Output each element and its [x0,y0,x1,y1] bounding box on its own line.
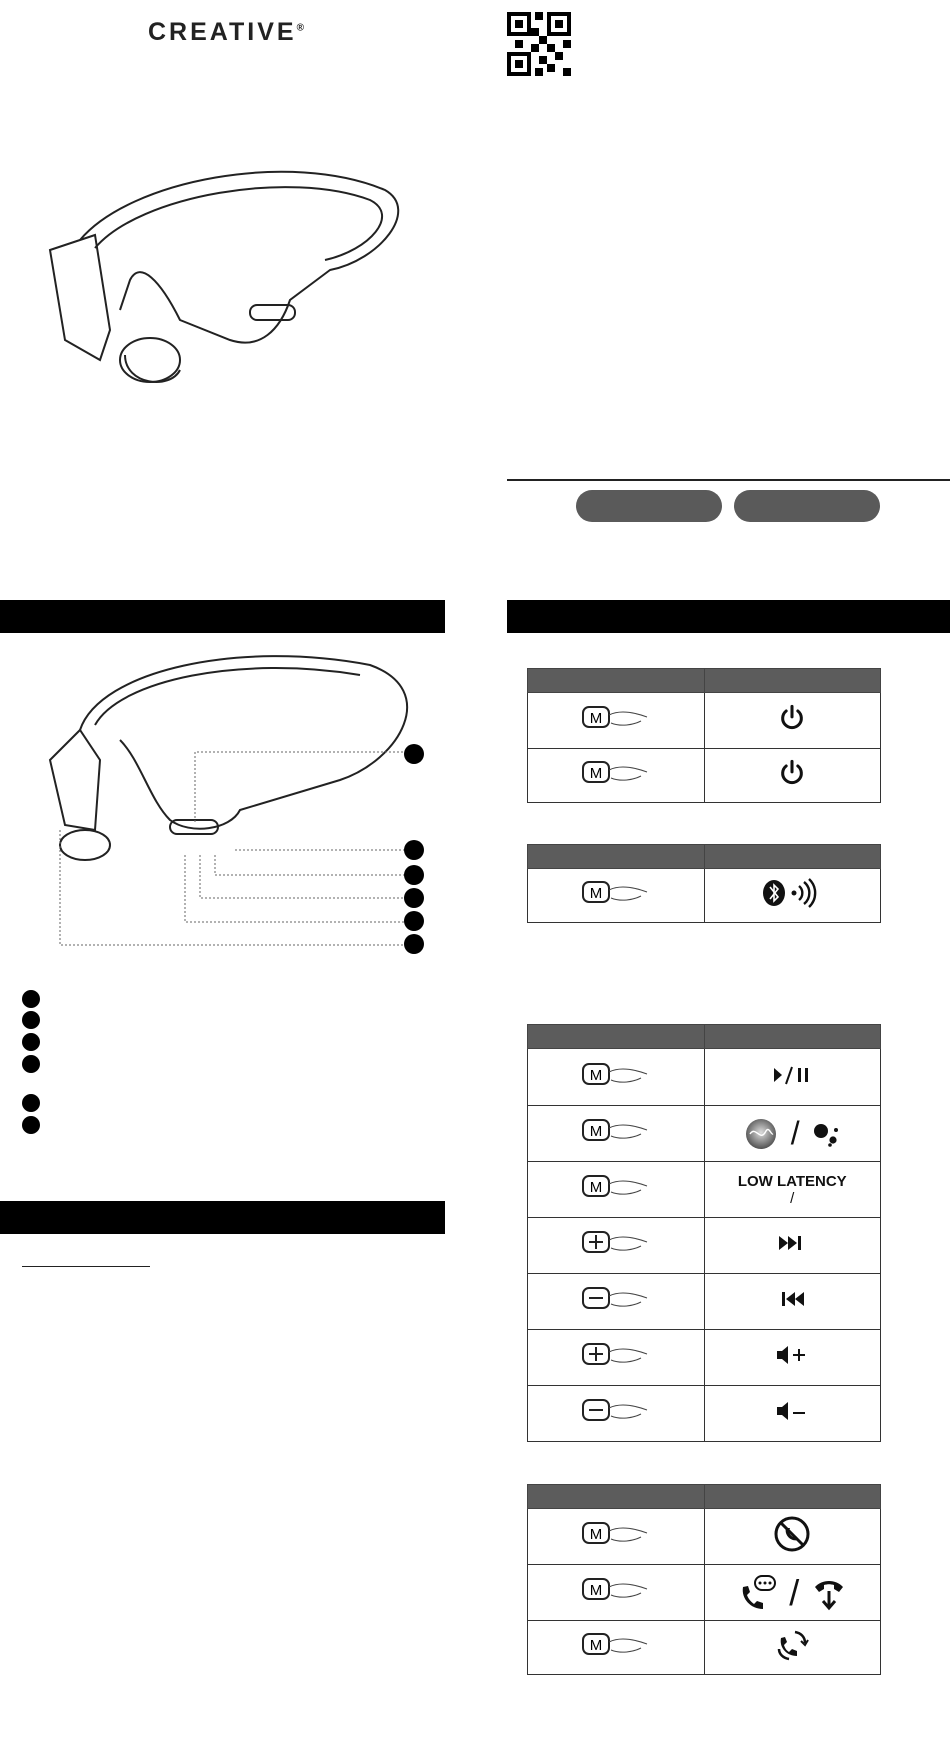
headphone-cover-illustration [40,160,410,420]
switch-call-icon [775,1628,809,1662]
svg-text:M: M [589,765,602,782]
action-cell [704,869,881,923]
callout-marker [404,865,424,885]
svg-text:M: M [589,1637,602,1654]
table-header-cell [704,669,881,693]
button-cell [528,693,705,749]
button-cell [528,1274,705,1330]
language-pill-2[interactable] [734,490,880,522]
svg-text:M: M [589,1179,602,1196]
legend-marker [22,1011,40,1029]
callout-marker [404,888,424,908]
low-latency-separator: / [790,1189,795,1207]
pairing-table [527,844,881,923]
button-cell [528,869,705,923]
callout-marker [404,744,424,764]
button-cell [528,1162,705,1218]
google-assistant-icon [812,1120,840,1148]
brand-logo [148,18,304,47]
legend-marker [22,1055,40,1073]
section-bar-getting-started [0,1201,445,1234]
section-bar-parts [0,600,445,633]
previous-track-icon [777,1289,807,1309]
answer-call-icon [739,1573,777,1613]
playback-table [527,1024,881,1442]
action-cell [704,1162,881,1218]
volume-down-icon [775,1400,809,1422]
underline-rule [22,1266,150,1267]
multifunction-button-icon [581,1575,651,1605]
call-separator: / [789,1571,800,1613]
action-cell [704,693,881,749]
low-latency-label: LOW LATENCY [737,1172,847,1190]
legend-marker [22,990,40,1008]
svg-text:M: M [589,885,602,902]
svg-text:M: M [589,1123,602,1140]
end-call-icon [812,1575,846,1611]
power-icon [778,704,806,732]
button-cell [528,1049,705,1106]
svg-text:M: M [589,710,602,727]
plus-button-icon [581,1340,651,1370]
multifunction-button-icon [581,1116,651,1146]
siri-icon [744,1117,778,1151]
qr-code-icon[interactable] [507,12,571,76]
table-header-cell [528,1485,705,1509]
legend-marker [22,1033,40,1051]
reject-call-icon [773,1515,811,1553]
registered-mark: ® [296,22,304,34]
assistant-separator: / [790,1115,800,1151]
power-table [527,668,881,803]
action-cell [704,1621,881,1675]
action-cell [704,1330,881,1386]
volume-up-icon [775,1344,809,1366]
action-cell [704,749,881,803]
plus-button-icon [581,1228,651,1258]
action-cell [704,1386,881,1442]
table-header-cell [704,1025,881,1049]
button-cell [528,1509,705,1565]
headphone-parts-diagram [40,650,440,950]
table-header-cell [704,1485,881,1509]
table-header-cell [528,845,705,869]
callout-marker [404,934,424,954]
multifunction-button-icon [581,1630,651,1660]
bluetooth-pairing-icon [762,877,822,909]
button-cell [528,1218,705,1274]
action-cell [704,1049,881,1106]
svg-text:M: M [589,1526,602,1543]
button-cell [528,1106,705,1162]
table-header-cell [528,1025,705,1049]
table-header-cell [528,669,705,693]
multifunction-button-icon [581,703,651,733]
multifunction-button-icon [581,1519,651,1549]
divider-rule [507,479,950,481]
table-header-cell [704,845,881,869]
minus-button-icon [581,1396,651,1426]
svg-text:M: M [589,1066,602,1084]
legend-marker [22,1094,40,1112]
language-pill-1[interactable] [576,490,722,522]
multifunction-button-icon [581,878,651,908]
power-icon [778,759,806,787]
section-bar-controls [507,600,950,633]
callout-marker [404,911,424,931]
brand-logo-text: CREATIVE [148,18,297,46]
multifunction-button-icon [581,1172,651,1202]
action-cell [704,1274,881,1330]
action-cell [704,1218,881,1274]
multifunction-button-icon [581,758,651,788]
svg-text:M: M [589,1582,602,1599]
next-track-icon [777,1233,807,1253]
button-cell [528,1565,705,1621]
action-cell [704,1106,881,1162]
action-cell [704,1509,881,1565]
multifunction-button-icon [581,1060,651,1090]
action-cell [704,1565,881,1621]
button-cell [528,1330,705,1386]
button-cell [528,749,705,803]
button-cell [528,1386,705,1442]
calls-table [527,1484,881,1675]
callout-marker [404,840,424,860]
button-cell [528,1621,705,1675]
play-pause-icon [770,1063,814,1087]
minus-button-icon [581,1284,651,1314]
legend-marker [22,1116,40,1134]
